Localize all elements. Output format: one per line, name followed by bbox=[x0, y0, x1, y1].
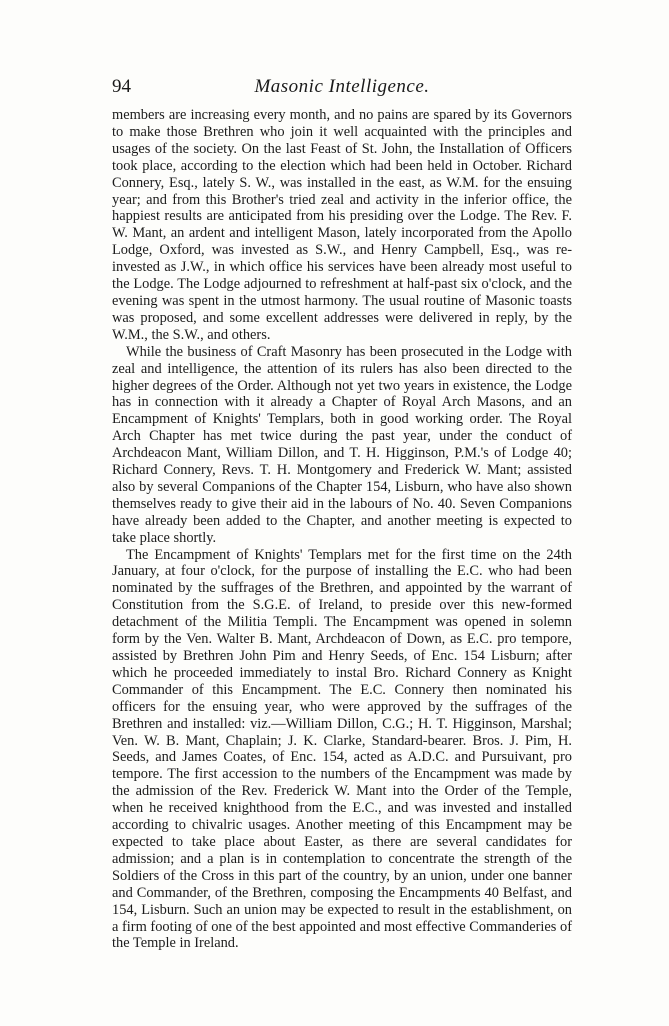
paragraph: While the business of Craft Masonry has been prosecuted in the Lodge with zeal and intelligence, the attention of its rulers has also been directed to the higher degrees of the Order. Although not yet two years in existence, the Lodge has in connection with it already a Chapter of Royal Arch Masons, and an Encampment of Knights' Templars, both in good working order. The Royal Arch Chapter has met twice during the past year, under the conduct of Archdeacon Mant, William Dillon, and T. H. Higginson, P.M.'s of Lodge 40; Richard Connery, Revs. T. H. Montgomery and Frederick W. Mant; assisted also by several Companions of the Chapter 154, Lisburn, who have also shown themselves ready to give their aid in the labours of No. 40. Seven Companions have already been added to the Chapter, and another meeting is expected to take place shortly. bbox=[112, 343, 572, 546]
page-header bbox=[112, 76, 572, 100]
paragraph: members are increasing every month, and no pains are spared by its Governors to make those Brethren who join it well acquainted with the principles and usages of the society. On the last Feast of St. John, the Installation of Officers took place, according to the election which had been held in October. Richard Connery, Esq., lately S. W., was installed in the east, as W.M. for the ensuing year; and from this Brother's tried zeal and activity in the inferior office, the happiest results are anticipated from his presiding over the Lodge. The Rev. F. W. Mant, an ardent and intelligent Mason, lately incorporated from the Apollo Lodge, Oxford, was invested as S.W., and Henry Campbell, Esq., was re-invested as J.W., in which office his services have been already most useful to the Lodge. The Lodge adjourned to refreshment at half-past six o'clock, and the evening was spent in the utmost harmony. The usual routine of Masonic toasts was proposed, and some excellent addresses were delivered in reply, by the W.M., the S.W., and others. bbox=[112, 107, 572, 343]
page-number: 94 bbox=[112, 76, 131, 97]
running-title: Masonic Intelligence. bbox=[254, 76, 430, 97]
article-body bbox=[112, 107, 572, 952]
paragraph: The Encampment of Knights' Templars met for the first time on the 24th January, at four o'clock, for the purpose of installing the E.C. who had been nominated by the suffrages of the Brethren, and appointed by the warrant of Constitution from the S.G.E. of Ireland, to preside over this new-formed detachment of the Militia Templi. The Encampment was opened in solemn form by the Ven. Walter B. Mant, Archdeacon of Down, as E.C. pro tempore, assisted by Brethren John Pim and Henry Seeds, of Enc. 154 Lisburn; after which he proceeded immediately to instal Bro. Richard Connery as Knight Commander of this Encampment. The E.C. Connery then nominated his officers for the ensuing year, who were approved by the suffrages of the Brethren and installed: viz.—William Dillon, C.G.; H. T. Higginson, Marshal; Ven. W. B. Mant, Chaplain; J. K. Clarke, Standard-bearer. Bros. J. Pim, H. Seeds, and James Coates, of Enc. 154, acted as A.D.C. and Pursuivant, pro tempore. The first accession to the numbers of the Encampment was made by the admission of the Rev. Frederick W. Mant into the Order of the Temple, when he received knighthood from the E.C., and was invested and installed according to chivalric usages. Another meeting of this Encampment may be expected to take place about Easter, as there are several candidates for admission; and a plan is in contemplation to concentrate the strength of the Soldiers of the Cross in this part of the country, by an union, under one banner and Commander, of the Brethren, composing the Encampments 40 Belfast, and 154, Lisburn. Such an union may be expected to result in the establishment, on a firm footing of one of the best appointed and most effective Commanderies of the Temple in Ireland. bbox=[112, 546, 572, 952]
